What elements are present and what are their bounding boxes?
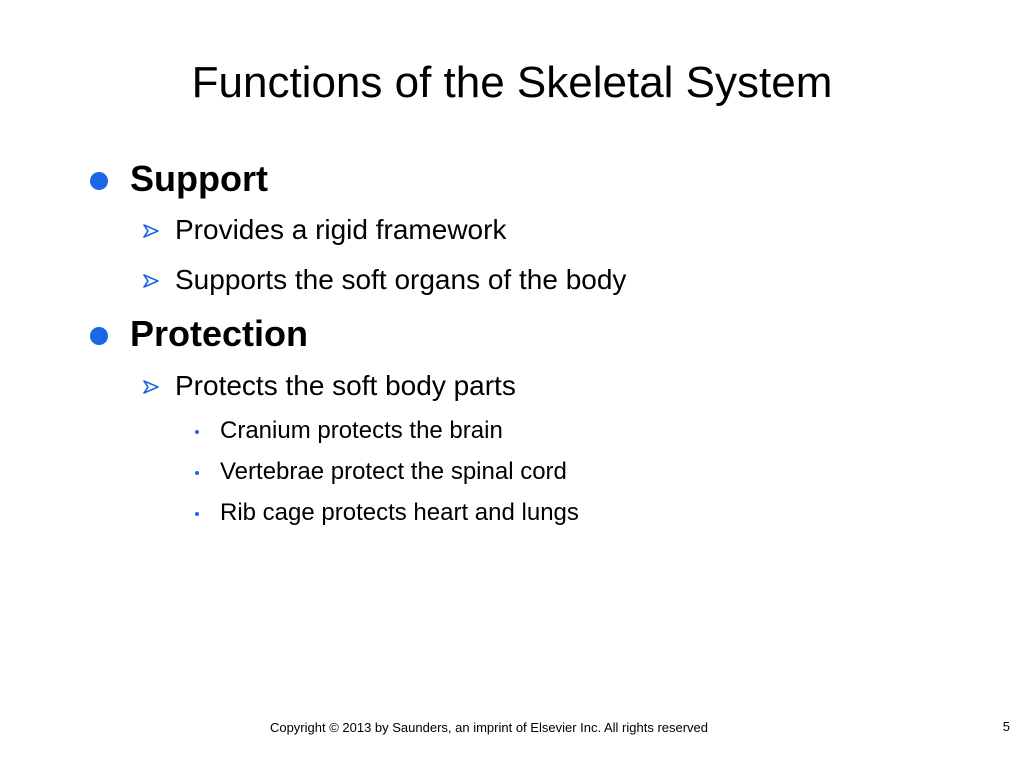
filled-circle-icon (90, 172, 108, 190)
bullet-text: Provides a rigid framework (175, 214, 507, 245)
small-dot-icon (195, 512, 199, 516)
bullet-text: Protects the soft body parts (175, 370, 516, 401)
bullet-text: Supports the soft organs of the body (175, 264, 627, 295)
copyright-footer: Copyright © 2013 by Saunders, an imprint of Elsevier Inc. All rights reserved (269, 720, 709, 735)
filled-circle-icon (90, 327, 108, 345)
bullet-text: Rib cage protects heart and lungs (220, 499, 579, 526)
page-number: 5 (1002, 719, 1010, 734)
arrowhead-icon (143, 224, 159, 238)
arrowhead-icon (143, 274, 159, 288)
arrowhead-icon (143, 380, 159, 394)
bullet-text: Vertebrae protect the spinal cord (220, 458, 567, 485)
small-dot-icon (195, 430, 199, 434)
slide-title: Functions of the Skeletal System (191, 58, 833, 107)
section-heading: Support (130, 158, 268, 199)
bullet-text: Cranium protects the brain (220, 417, 503, 444)
section-heading: Protection (130, 313, 309, 354)
small-dot-icon (195, 471, 199, 475)
